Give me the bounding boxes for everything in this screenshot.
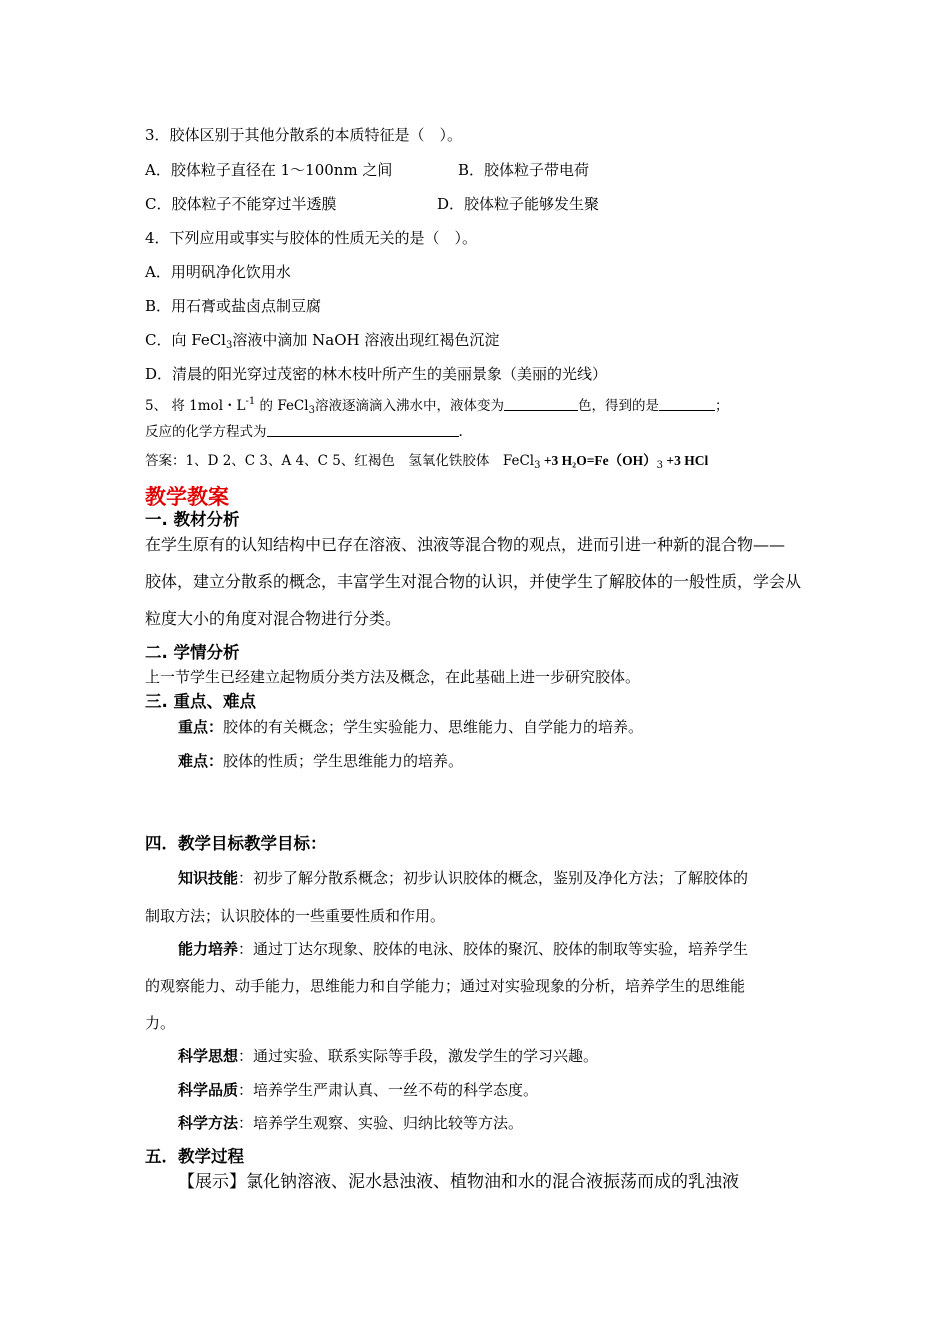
display-text: 氯化钠溶液、泥水悬浊液、植物油和水的混合液振荡而成的乳浊液 [246, 1172, 739, 1192]
knowledge-skills-line-2: 制取方法；认识胶体的一些重要性质和作用。 [145, 907, 446, 925]
difficult-points [178, 751, 463, 771]
section-1-line-1: 在学生原有的认知结构中已存在溶液、浊液等混合物的观点，进而引进一种新的混合物—— [145, 535, 786, 554]
scientific-method-label: 科学方法 [178, 1114, 239, 1132]
answer-sub1: 3 [534, 460, 541, 471]
scientific-quality-label: 科学品质 [178, 1081, 239, 1099]
difficult-points-label: 难点： [178, 752, 224, 770]
q5-pre: 5、 将 1mol・L [145, 398, 246, 414]
scientific-thought-text: ：通过实验、联系实际等手段，激发学生的学习兴趣。 [238, 1047, 599, 1065]
scientific-thought-label: 科学思想 [178, 1047, 239, 1065]
knowledge-skills [178, 868, 748, 888]
q4-option-c-post: 溶液中滴加 NaOH 溶液出现红褐色沉淀 [232, 331, 500, 349]
ability-training [178, 939, 748, 959]
q5-mid3: 色，得到的是 [577, 398, 659, 414]
q3-option-b: B．胶体粒子带电荷 [458, 161, 590, 179]
section-3-title: 三. 重点、难点 [145, 692, 257, 711]
scientific-thought [178, 1046, 598, 1066]
knowledge-skills-text: ：初步了解分散系概念；初步认识胶体的概念，鉴别及净化方法；了解胶体的 [238, 869, 749, 887]
key-points-label: 重点： [178, 718, 224, 736]
ability-training-label: 能力培养 [178, 940, 239, 958]
q5-sub: 3 [308, 405, 315, 416]
q5-sup: -1 [245, 396, 256, 407]
q4-option-b: B．用石膏或盐卤点制豆腐 [145, 297, 322, 315]
ability-training-line-2: 的观察能力、动手能力，思维能力和自学能力；通过对实验现象的分析，培养学生的思维能 [145, 977, 746, 995]
q5-equation-blank [267, 422, 459, 437]
q3-stem: 3．胶体区别于其他分散系的本质特征是（ ）。 [145, 126, 463, 144]
q5-line2-text: 反应的化学方程式为 [145, 424, 267, 440]
answer-line [145, 451, 708, 471]
ability-training-line-3: 力。 [145, 1014, 176, 1032]
q4-option-d: D．清晨的阳光穿过茂密的林木枝叶所产生的美丽景象（美丽的光线） [145, 365, 608, 383]
scientific-method-text: ：培养学生观察、实验、归纳比较等方法。 [238, 1114, 524, 1132]
section-1-title: 一. 教材分析 [145, 510, 240, 529]
q5-line1 [145, 396, 728, 416]
q3-option-c: C．胶体粒子不能穿过半透膜 [145, 195, 337, 213]
answer-mid: +3 H₂O=Fe（OH） [540, 453, 657, 468]
display-line [178, 1170, 739, 1194]
key-points [178, 717, 643, 737]
q4-option-a: A．用明矾净化饮用水 [145, 263, 291, 281]
section-4-title: 四．教学目标教学目标： [145, 834, 327, 853]
key-points-text: 胶体的有关概念；学生实验能力、思维能力、自学能力的培养。 [223, 718, 644, 736]
display-label: 【展示】 [178, 1172, 246, 1192]
scientific-method [178, 1113, 523, 1133]
q5-end: ； [714, 398, 729, 414]
answer-pre: 答案：1、D 2、C 3、A 4、C 5、红褐色 氢氧化铁胶体 FeCl [145, 453, 535, 469]
scientific-quality-text: ：培养学生严肃认真、一丝不苟的科学态度。 [238, 1081, 539, 1099]
difficult-points-text: 胶体的性质；学生思维能力的培养。 [223, 752, 464, 770]
section-2-line-1: 上一节学生已经建立起物质分类方法及概念，在此基础上进一步研究胶体。 [145, 668, 641, 686]
answer-sub2: 3 [656, 460, 664, 471]
q5-mid2: 溶液逐滴滴入沸水中，液体变为 [314, 398, 504, 414]
section-5-title: 五．教学过程 [145, 1147, 244, 1166]
scientific-quality [178, 1080, 538, 1100]
section-2-title: 二. 学情分析 [145, 643, 240, 662]
q5-color-blank [504, 396, 578, 411]
q4-option-c [145, 330, 499, 350]
q5-line2 [145, 422, 463, 442]
q5-mid1: 的 FeCl [255, 398, 309, 414]
q3-option-d: D．胶体粒子能够发生聚 [437, 195, 600, 213]
q5-product-blank [659, 396, 715, 411]
q4-option-c-sub: 3 [225, 340, 233, 351]
q3-option-a: A．胶体粒子直径在 1～100nm 之间 [145, 161, 393, 179]
ability-training-text: ：通过丁达尔现象、胶体的电泳、胶体的聚沉、胶体的制取等实验，培养学生 [238, 940, 749, 958]
section-1-line-3: 粒度大小的角度对混合物进行分类。 [145, 609, 402, 628]
plan-title: 教学教案 [145, 485, 229, 509]
q5-line2-end: . [458, 424, 463, 440]
answer-end: +3 HCl [663, 453, 709, 468]
knowledge-skills-label: 知识技能 [178, 869, 239, 887]
q4-stem: 4．下列应用或事实与胶体的性质无关的是（ ）。 [145, 229, 478, 247]
q4-option-c-pre: C．向 FeCl [145, 331, 226, 349]
section-1-line-2: 胶体，建立分散系的概念，丰富学生对混合物的认识，并使学生了解胶体的一般性质，学会从 [145, 572, 802, 591]
